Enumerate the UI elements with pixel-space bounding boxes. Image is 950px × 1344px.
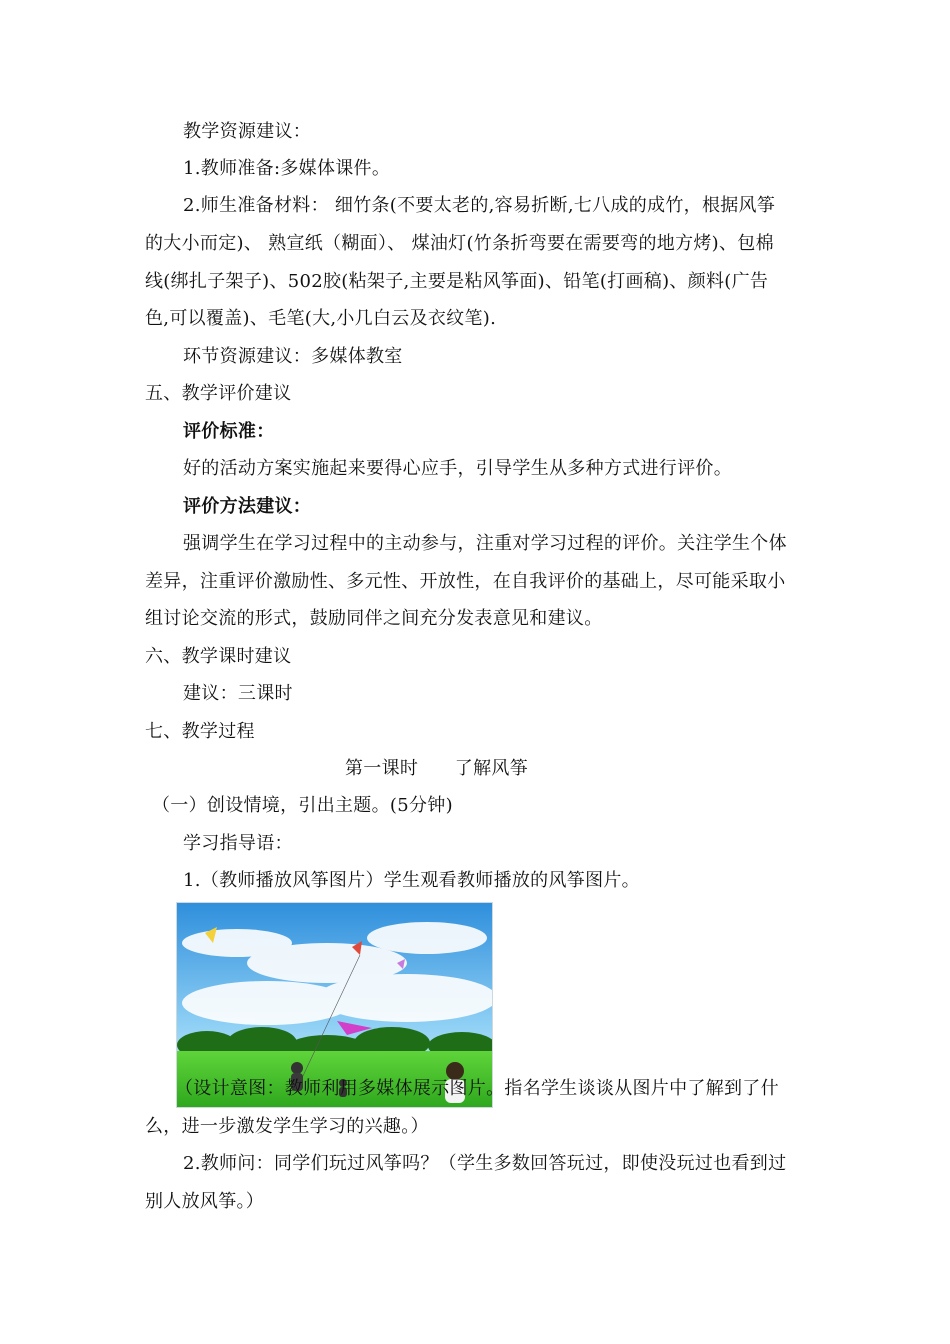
resource-heading: 教学资源建议： [183,121,312,142]
guide-label: 学习指导语： [183,833,293,854]
materials-line-4: 色,可以覆盖)、毛笔(大,小几白云及衣纹笔). [145,308,497,329]
lesson-title: 第一课时 了解风筝 [345,758,528,779]
step-2-line-2: 别人放风筝。） [145,1191,265,1212]
eval-method-label: 评价方法建议： [183,496,312,517]
hours-suggestion: 建议：三课时 [183,683,293,704]
materials-line-1: 2.师生准备材料： 细竹条(不要太老的,容易折断,七八成的成竹，根据风筝 [183,195,776,216]
step-2-line-1: 2.教师问：同学们玩过风筝吗？（学生多数回答玩过，即使没玩过也看到过 [183,1153,787,1174]
step-1-text: 1.（教师播放风筝图片）学生观看教师播放的风筝图片。 [183,870,640,891]
materials-line-3: 线(绑扎子架子)、502胶(粘架子,主要是粘风筝面)、铅笔(打画稿)、颜料(广告 [145,271,769,292]
eval-standard-label: 评价标准： [183,421,275,442]
eval-method-line-3: 组讨论交流的形式，鼓励同伴之间充分发表意见和建议。 [145,608,603,629]
design-intent-line-1: （设计意图：教师利用多媒体展示图片。指名学生谈谈从图片中了解到了什 [175,1078,779,1099]
design-intent-line-2: 么，进一步激发学生学习的兴趣。） [145,1116,429,1137]
heading-evaluation: 五、教学评价建议 [145,383,292,404]
eval-method-line-2: 差异，注重评价激励性、多元性、开放性，在自我评价的基础上，尽可能采取小 [145,571,786,592]
eval-method-line-1: 强调学生在学习过程中的主动参与，注重对学习过程的评价。关注学生个体 [183,533,787,554]
step-one-heading: （一）创设情境，引出主题。(5分钟) [152,795,453,816]
heading-hours: 六、教学课时建议 [145,646,292,667]
heading-process: 七、教学过程 [145,721,255,742]
teacher-prep: 1.教师准备:多媒体课件。 [183,158,391,179]
materials-line-2: 的大小而定)、 熟宣纸（糊面）、 煤油灯(竹条折弯要在需要弯的地方烤)、包棉 [145,233,774,254]
section-resource: 环节资源建议：多媒体教室 [183,346,403,367]
eval-standard-text: 好的活动方案实施起来要得心应手，引导学生从多种方式进行评价。 [183,458,732,479]
